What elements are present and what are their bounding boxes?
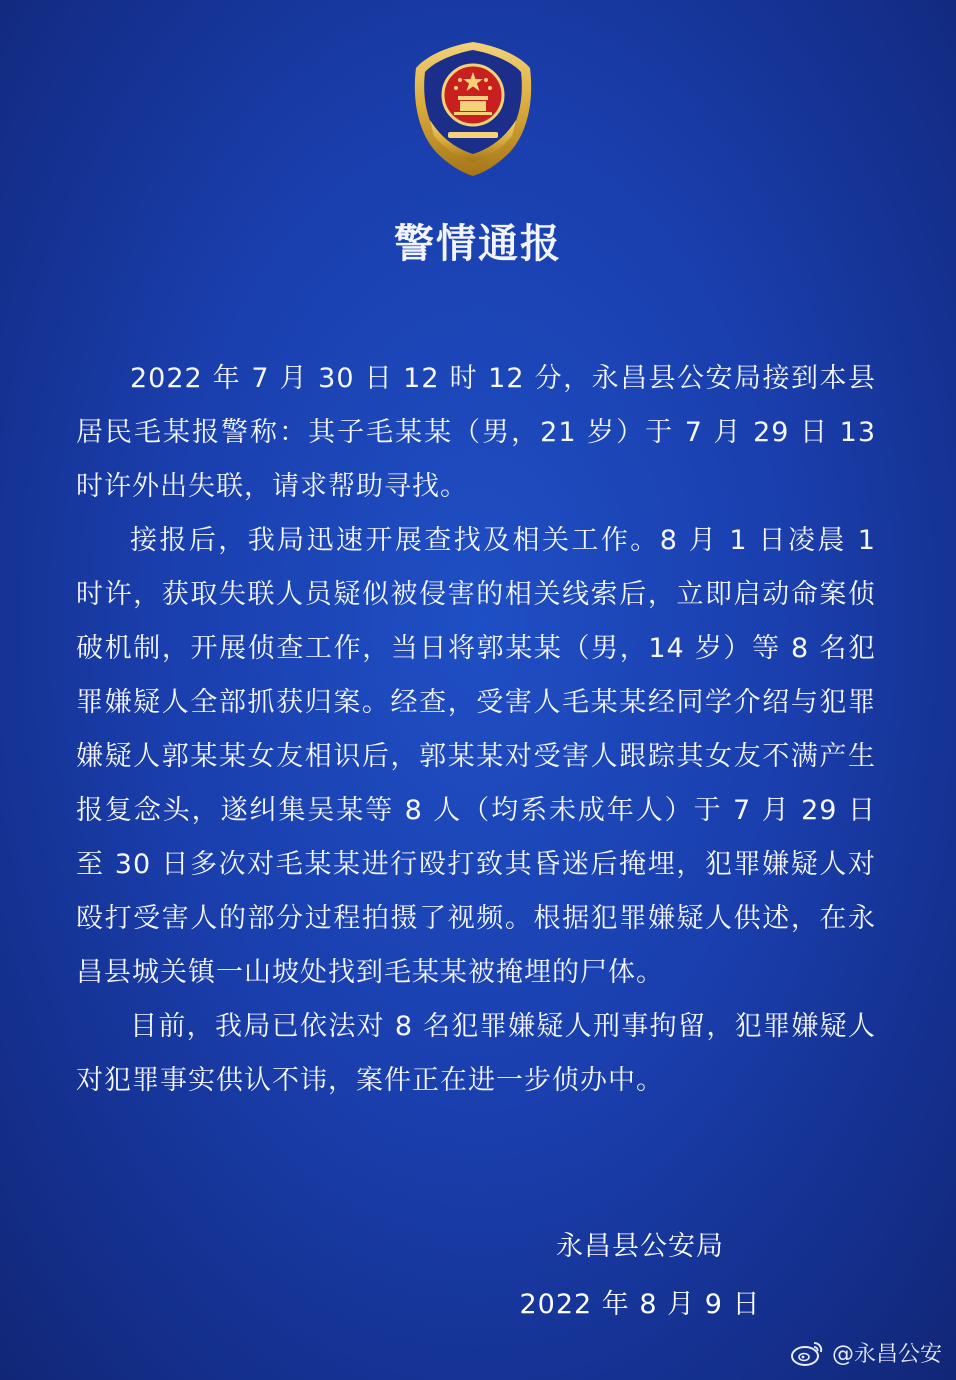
page-title: 警情通报	[394, 221, 562, 267]
issuing-organization: 永昌县公安局	[556, 1231, 724, 1262]
police-emblem	[408, 40, 538, 178]
issue-date: 2022 年 8 月 9 日	[519, 1289, 761, 1320]
paragraph: 接报后，我局迅速开展查找及相关工作。8 月 1 日凌晨 1 时许，获取失联人员疑似被侵害的相关线索后，立即启动命案侦破机制，开展侦查工作，当日将郭某某（男，14 岁）等 8 名犯罪嫌疑人全部抓获归案。经查，受害人毛某某经同学介绍与犯罪嫌疑人郭某某女友相识后，郭某某对受害人跟踪其女友不满产生报复念头，遂纠集吴某等 8 人（均系未成年人）于 7 月 29 日至 30 日多次对毛某某进行殴打致其昏迷后掩埋，犯罪嫌疑人对殴打受害人的部分过程拍摄了视频。根据犯罪嫌疑人供述，在永昌县城关镇一山坡处找到毛某某被掩埋的尸体。	[76, 525, 876, 988]
weibo-watermark	[790, 1337, 942, 1368]
watermark-handle[interactable]: @永昌公安	[831, 1342, 942, 1367]
paragraph: 目前，我局已依法对 8 名犯罪嫌疑人刑事拘留，犯罪嫌疑人对犯罪事实供认不讳，案件正在进一步侦办中。	[76, 1011, 876, 1096]
weibo-icon	[790, 1339, 824, 1367]
notice-body	[76, 352, 876, 1108]
signature-block	[470, 1218, 810, 1334]
paragraph: 2022 年 7 月 30 日 12 时 12 分，永昌县公安局接到本县居民毛某报警称：其子毛某某（男，21 岁）于 7 月 29 日 13 时许外出失联，请求帮助寻找。	[76, 363, 876, 502]
